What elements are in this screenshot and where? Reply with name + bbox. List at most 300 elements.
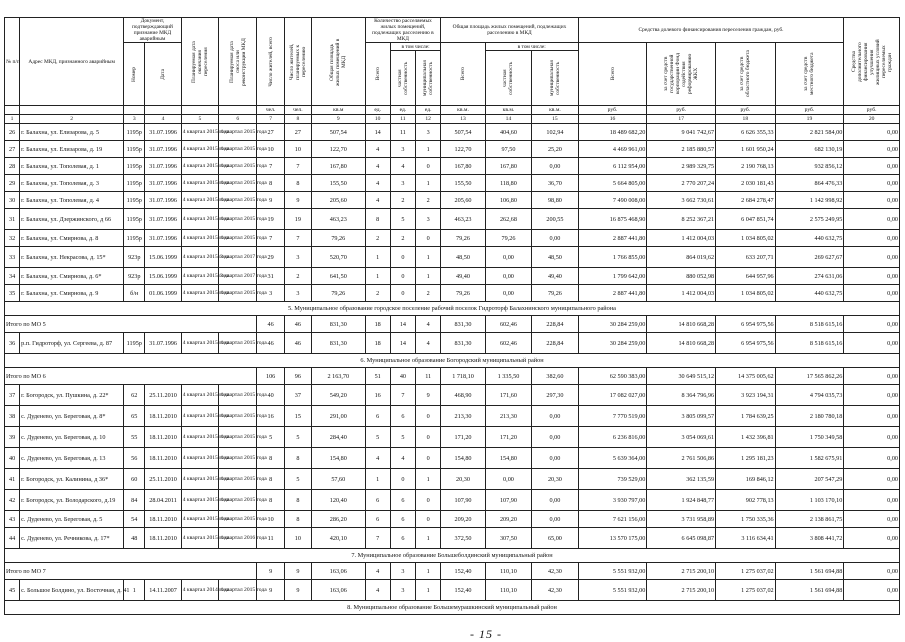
- table-cell: 79,26: [312, 230, 366, 247]
- table-cell: 2 684 278,47: [716, 192, 776, 209]
- total-cell: 1 275 037,02: [716, 563, 776, 580]
- table-cell: 0,00: [532, 406, 578, 427]
- total-cell: 110,10: [485, 563, 531, 580]
- table-cell: 3 805 099,57: [647, 406, 716, 427]
- column-number-row-cell: 12: [416, 115, 441, 124]
- table-cell: 8 364 796,96: [647, 385, 716, 406]
- table-cell: 7: [257, 158, 284, 175]
- table-cell: 362 135,59: [647, 469, 716, 490]
- table-cell: 30: [5, 192, 20, 209]
- table-cell: 1 924 848,77: [647, 490, 716, 511]
- table-cell: 1195р: [124, 333, 145, 354]
- table-cell: 4: [416, 333, 441, 354]
- table-cell: 3: [390, 580, 415, 601]
- table-cell: 2: [284, 268, 311, 285]
- table-cell: 549,20: [312, 385, 366, 406]
- table-cell: 7 490 008,00: [578, 192, 647, 209]
- table-cell: 6 047 851,74: [716, 209, 776, 230]
- column-number-row-cell: 8: [284, 115, 311, 124]
- column-number-row-cell: 3: [124, 115, 145, 124]
- units-row-cell: [181, 106, 218, 115]
- table-cell: 0,00: [532, 511, 578, 528]
- table-cell: 1 295 181,23: [716, 448, 776, 469]
- header-document: Документ, подтверждающий признание МКД аварийным: [124, 18, 182, 43]
- column-number-row-cell: 20: [844, 115, 900, 124]
- table-cell: 3 квартал 2017 года: [219, 268, 257, 285]
- table-cell: г. Богородск, ул. Калинина, д 36*: [20, 469, 124, 490]
- table-cell: 4 квартал 2015 года: [219, 333, 257, 354]
- table-cell: 18.11.2010: [145, 448, 181, 469]
- table-cell: 3: [416, 209, 441, 230]
- total-cell: 228,84: [532, 316, 578, 333]
- table-cell: 4 квартал 2015 года: [181, 385, 218, 406]
- table-cell: 31.07.1996: [145, 175, 181, 192]
- table-cell: 5: [284, 469, 311, 490]
- section-header: [5, 354, 900, 368]
- table-cell: г. Балахна, ул. Смирнова, д. 8: [20, 230, 124, 247]
- header-area-municipal: муниципальная собственность: [532, 51, 578, 106]
- table-cell: 8: [257, 175, 284, 192]
- table-cell: 37: [5, 385, 20, 406]
- table-cell: 29: [5, 175, 20, 192]
- table-cell: 41: [5, 469, 20, 490]
- total-cell: 62 590 383,00: [578, 368, 647, 385]
- table-cell: 79,26: [441, 230, 485, 247]
- column-number-row-cell: 19: [775, 115, 844, 124]
- table-cell: 0: [416, 448, 441, 469]
- table-cell: 6: [390, 528, 415, 549]
- table-cell: 79,26: [485, 230, 531, 247]
- table-cell: 17 082 027,00: [578, 385, 647, 406]
- table-cell: 9: [257, 192, 284, 209]
- table-cell: 167,80: [312, 158, 366, 175]
- header-planned-demolish: Планируемая дата сноса или реконструкции МКД: [219, 18, 257, 106]
- table-cell: 14.11.2007: [145, 580, 181, 601]
- table-cell: 0,00: [844, 469, 900, 490]
- table-cell: 6: [390, 490, 415, 511]
- table-cell: 923р: [124, 268, 145, 285]
- table-cell: 0,00: [485, 285, 531, 302]
- table-cell: 2: [365, 285, 390, 302]
- total-cell: 6 954 975,56: [716, 316, 776, 333]
- table-cell: 8: [257, 490, 284, 511]
- total-cell: 40: [390, 368, 415, 385]
- table-cell: 0,00: [844, 427, 900, 448]
- table-cell: 3: [390, 141, 415, 158]
- table-cell: 0,00: [844, 175, 900, 192]
- section-total-row: [5, 563, 900, 580]
- table-cell: 154,80: [485, 448, 531, 469]
- total-cell: 1 335,50: [485, 368, 531, 385]
- units-row-cell: кв.м.: [532, 106, 578, 115]
- section-header: [5, 601, 900, 615]
- table-cell: 520,70: [312, 247, 366, 268]
- table-cell: р.п. Гидроторф, ул. Сергеева, д. 87: [20, 333, 124, 354]
- table-cell: с. Большое Болдино, ул. Восточная, д. 41: [20, 580, 124, 601]
- table-cell: 831,30: [312, 333, 366, 354]
- table-cell: 0,00: [844, 124, 900, 141]
- table-cell: 171,20: [441, 427, 485, 448]
- table-cell: 8: [284, 490, 311, 511]
- table-cell: 4 квартал 2015 года: [219, 124, 257, 141]
- table-cell: 4 794 035,73: [775, 385, 844, 406]
- units-row: [5, 106, 900, 115]
- table-cell: 28: [5, 158, 20, 175]
- total-cell: 51: [365, 368, 390, 385]
- table-cell: 307,50: [485, 528, 531, 549]
- table-cell: 0: [390, 247, 415, 268]
- header-fund-local: за счет средств местного бюджета: [775, 43, 844, 106]
- table-cell: 1 275 037,02: [716, 580, 776, 601]
- table-cell: 40: [257, 385, 284, 406]
- table-row: [5, 141, 900, 158]
- column-number-row-cell: 13: [441, 115, 485, 124]
- table-cell: 205,60: [441, 192, 485, 209]
- units-row-cell: [145, 106, 181, 115]
- table-cell: с. Дуденево, ул. Береговая, д. 5: [20, 511, 124, 528]
- table-cell: 3 808 441,72: [775, 528, 844, 549]
- table-cell: 18.11.2010: [145, 406, 181, 427]
- table-cell: 6 954 975,56: [716, 333, 776, 354]
- header-count-municipal: муниципальная собственность: [416, 51, 441, 106]
- table-cell: 0,00: [844, 230, 900, 247]
- total-cell: 9: [257, 563, 284, 580]
- table-cell: 864 476,33: [775, 175, 844, 192]
- column-number-row-cell: 6: [219, 115, 257, 124]
- table-cell: 1 750 349,58: [775, 427, 844, 448]
- table-cell: 932 856,12: [775, 158, 844, 175]
- table-cell: 0: [416, 427, 441, 448]
- table-cell: 38: [5, 406, 20, 427]
- table-cell: 2 715 200,10: [647, 580, 716, 601]
- table-cell: 274 631,06: [775, 268, 844, 285]
- table-cell: 0,00: [844, 158, 900, 175]
- table-cell: 1 766 855,00: [578, 247, 647, 268]
- table-cell: 48: [124, 528, 145, 549]
- table-cell: 31.07.1996: [145, 333, 181, 354]
- table-cell: 4 квартал 2015 года: [219, 158, 257, 175]
- table-cell: 1195р: [124, 158, 145, 175]
- table-cell: 29: [257, 247, 284, 268]
- units-row-cell: кв.м.: [441, 106, 485, 115]
- table-cell: 4: [365, 175, 390, 192]
- table-cell: 1 103 170,10: [775, 490, 844, 511]
- header-num: № п/п: [5, 18, 20, 106]
- table-cell: 1 601 950,24: [716, 141, 776, 158]
- table-cell: 33: [5, 247, 20, 268]
- header-area-private: частная собственность: [485, 51, 531, 106]
- table-cell: 6: [365, 490, 390, 511]
- total-cell: 4: [365, 563, 390, 580]
- table-cell: 0,00: [844, 268, 900, 285]
- total-label: Итого по МО 6: [5, 368, 257, 385]
- table-cell: 4 квартал 2015 года: [219, 427, 257, 448]
- table-cell: 6: [390, 406, 415, 427]
- header-planned-end: Планируемая дата окончания переселения: [181, 18, 218, 106]
- table-cell: 213,30: [441, 406, 485, 427]
- table-cell: 27: [257, 124, 284, 141]
- table-cell: 2 185 880,57: [647, 141, 716, 158]
- total-cell: 3: [390, 563, 415, 580]
- table-cell: 7: [284, 158, 311, 175]
- total-cell: 8 518 615,16: [775, 316, 844, 333]
- table-cell: 65: [124, 406, 145, 427]
- table-cell: г. Балахна, ул. Тополевая, д. 3: [20, 175, 124, 192]
- table-cell: 7: [257, 230, 284, 247]
- table-cell: 4 квартал 2015 года: [181, 511, 218, 528]
- table-row: [5, 490, 900, 511]
- table-cell: 31.07.1996: [145, 141, 181, 158]
- table-row: [5, 124, 900, 141]
- table-cell: 154,80: [441, 448, 485, 469]
- table-cell: 1195р: [124, 175, 145, 192]
- table-cell: 0,00: [844, 580, 900, 601]
- table-cell: 42,30: [532, 580, 578, 601]
- table-cell: 0,00: [485, 247, 531, 268]
- table-cell: 16: [257, 406, 284, 427]
- table-cell: 5 551 932,00: [578, 580, 647, 601]
- table-cell: 8 518 615,16: [775, 333, 844, 354]
- table-cell: 2 761 506,86: [647, 448, 716, 469]
- total-cell: 0,00: [844, 368, 900, 385]
- table-cell: 4 квартал 2015 года: [219, 192, 257, 209]
- table-cell: 1 432 396,81: [716, 427, 776, 448]
- units-row-cell: [124, 106, 145, 115]
- table-cell: 0,00: [844, 490, 900, 511]
- table-cell: 0,00: [844, 406, 900, 427]
- table-cell: 0,00: [532, 230, 578, 247]
- total-cell: 1 718,10: [441, 368, 485, 385]
- table-cell: 8: [284, 448, 311, 469]
- table-cell: с. Дуденево, ул. Береговая, д. 13: [20, 448, 124, 469]
- table-cell: 18.11.2010: [145, 427, 181, 448]
- table-cell: 0,00: [532, 490, 578, 511]
- table-cell: 4 469 961,00: [578, 141, 647, 158]
- table-cell: 4: [390, 158, 415, 175]
- table-cell: 107,90: [485, 490, 531, 511]
- table-cell: г. Богородск, ул. Пушкина, д. 22*: [20, 385, 124, 406]
- column-number-row-cell: 4: [145, 115, 181, 124]
- table-cell: 27: [284, 124, 311, 141]
- total-cell: 106: [257, 368, 284, 385]
- table-cell: с. Дуденево, ул. Береговая, д. 8*: [20, 406, 124, 427]
- section-header-title: 7. Муниципальное образование Большеболдинский муниципальный район: [5, 549, 900, 563]
- table-cell: 0,00: [844, 448, 900, 469]
- table-cell: 1 142 998,92: [775, 192, 844, 209]
- header-doc-date: Дата: [145, 43, 181, 106]
- total-cell: 14: [390, 316, 415, 333]
- column-number-row-cell: 11: [390, 115, 415, 124]
- table-row: [5, 158, 900, 175]
- table-cell: 205,60: [312, 192, 366, 209]
- total-cell: 0,00: [844, 563, 900, 580]
- table-cell: 62: [124, 385, 145, 406]
- table-cell: 2 770 207,24: [647, 175, 716, 192]
- table-cell: 34: [5, 268, 20, 285]
- table-row: [5, 448, 900, 469]
- table-cell: 1 799 642,00: [578, 268, 647, 285]
- table-cell: 25.11.2010: [145, 469, 181, 490]
- total-label: Итого по МО 5: [5, 316, 257, 333]
- total-cell: 46: [284, 316, 311, 333]
- table-cell: 35: [5, 285, 20, 302]
- table-cell: 122,70: [312, 141, 366, 158]
- table-cell: 2 138 861,75: [775, 511, 844, 528]
- table-row: [5, 385, 900, 406]
- column-number-row-cell: 17: [647, 115, 716, 124]
- units-row-cell: [219, 106, 257, 115]
- header-additional: Средства дополнительного финансирования улучшения жилищных условий переселяемых граждан: [844, 18, 900, 106]
- header-area-total: Всего: [441, 43, 485, 106]
- table-cell: 4 квартал 2015 года: [181, 528, 218, 549]
- table-cell: 297,30: [532, 385, 578, 406]
- table-cell: 26: [5, 124, 20, 141]
- table-row: [5, 511, 900, 528]
- table-cell: 48,50: [441, 247, 485, 268]
- table-cell: 31: [5, 209, 20, 230]
- table-cell: 6 626 355,33: [716, 124, 776, 141]
- table-cell: 20,30: [441, 469, 485, 490]
- units-row-cell: [5, 106, 20, 115]
- table-cell: 0: [416, 406, 441, 427]
- units-row-cell: руб.: [844, 106, 900, 115]
- table-cell: 468,90: [441, 385, 485, 406]
- table-cell: 902 778,13: [716, 490, 776, 511]
- header-area-group: Общая площадь жилых помещений, подлежащих расселению в МКД: [441, 18, 578, 43]
- total-cell: 11: [416, 368, 441, 385]
- table-cell: 10: [257, 511, 284, 528]
- table-cell: 4 квартал 2015 года: [219, 209, 257, 230]
- table-cell: г. Балахна, ул. Елизарова, д. 5: [20, 124, 124, 141]
- table-row: [5, 580, 900, 601]
- table-cell: 262,68: [485, 209, 531, 230]
- table-cell: 3 923 194,31: [716, 385, 776, 406]
- table-cell: 1: [365, 247, 390, 268]
- table-cell: 6: [365, 406, 390, 427]
- table-cell: 84: [124, 490, 145, 511]
- table-cell: 14 810 668,28: [647, 333, 716, 354]
- table-cell: 4 квартал 2015 года: [181, 285, 218, 302]
- table-cell: 49,40: [532, 268, 578, 285]
- table-cell: 0,00: [844, 192, 900, 209]
- table-cell: 4 квартал 2015 года: [181, 192, 218, 209]
- table-cell: 644 957,96: [716, 268, 776, 285]
- table-cell: 13 570 175,00: [578, 528, 647, 549]
- table-cell: 31.07.1996: [145, 158, 181, 175]
- table-cell: 4 квартал 2015 года: [181, 427, 218, 448]
- table-cell: 2: [390, 230, 415, 247]
- column-number-row: [5, 115, 900, 124]
- table-cell: 1: [365, 268, 390, 285]
- table-cell: 2: [390, 192, 415, 209]
- table-cell: 18 489 682,20: [578, 124, 647, 141]
- table-cell: 404,60: [485, 124, 531, 141]
- table-cell: 6 112 954,00: [578, 158, 647, 175]
- header-funds-total: Всего: [578, 43, 647, 106]
- table-cell: 4 квартал 2015 года: [181, 448, 218, 469]
- total-cell: 152,40: [441, 563, 485, 580]
- header-funds-group: Средства долевого финансирования переселения граждан, руб.: [578, 18, 844, 43]
- table-cell: 154,80: [312, 448, 366, 469]
- table-cell: 79,26: [312, 285, 366, 302]
- table-cell: 633 207,71: [716, 247, 776, 268]
- table-row: [5, 469, 900, 490]
- table-cell: 4: [365, 580, 390, 601]
- table-cell: 4: [390, 448, 415, 469]
- total-cell: 14 375 005,62: [716, 368, 776, 385]
- table-cell: 2 989 329,75: [647, 158, 716, 175]
- table-cell: 167,80: [441, 158, 485, 175]
- register-sheet: [4, 17, 900, 615]
- table-cell: 36: [5, 333, 20, 354]
- table-cell: 60: [124, 469, 145, 490]
- table-cell: 4 квартал 2015 года: [219, 469, 257, 490]
- table-cell: 0,00: [532, 158, 578, 175]
- table-cell: 106,80: [485, 192, 531, 209]
- table-cell: 1195р: [124, 124, 145, 141]
- table-cell: 31: [257, 268, 284, 285]
- section-header-title: 8. Муниципальное образование Большемурашкинский муниципальный район: [5, 601, 900, 615]
- column-number-row-cell: 15: [532, 115, 578, 124]
- table-cell: 171,60: [485, 385, 531, 406]
- table-cell: 4 квартал 2015 года: [219, 141, 257, 158]
- total-cell: 831,30: [441, 316, 485, 333]
- table-cell: 3 662 730,61: [647, 192, 716, 209]
- table-cell: 5 639 364,00: [578, 448, 647, 469]
- table-cell: 0: [390, 268, 415, 285]
- header-area-incl: в том числе:: [485, 43, 578, 51]
- table-cell: 7: [390, 385, 415, 406]
- table-cell: 5 664 805,00: [578, 175, 647, 192]
- table-cell: 27: [5, 141, 20, 158]
- section-header: [5, 549, 900, 563]
- table-cell: 2: [365, 230, 390, 247]
- total-cell: 163,06: [312, 563, 366, 580]
- table-cell: 36,70: [532, 175, 578, 192]
- table-cell: 0: [416, 511, 441, 528]
- total-cell: 9: [284, 563, 311, 580]
- resettlement-table: [4, 17, 900, 615]
- table-cell: 4 квартал 2015 года: [181, 175, 218, 192]
- table-cell: 6: [390, 511, 415, 528]
- table-cell: 291,00: [312, 406, 366, 427]
- table-cell: 286,20: [312, 511, 366, 528]
- table-cell: 49,40: [441, 268, 485, 285]
- table-cell: 46: [257, 333, 284, 354]
- total-cell: 42,30: [532, 563, 578, 580]
- table-cell: 40: [5, 448, 20, 469]
- table-cell: 1195р: [124, 141, 145, 158]
- column-number-row-cell: 10: [365, 115, 390, 124]
- table-cell: 5: [284, 427, 311, 448]
- table-cell: 97,50: [485, 141, 531, 158]
- table-cell: 9: [257, 580, 284, 601]
- column-number-row-cell: 1: [5, 115, 20, 124]
- table-cell: 98,80: [532, 192, 578, 209]
- table-cell: 4 квартал 2015 года: [181, 268, 218, 285]
- total-cell: 831,30: [312, 316, 366, 333]
- table-cell: 5: [390, 209, 415, 230]
- table-cell: 420,10: [312, 528, 366, 549]
- table-cell: 120,40: [312, 490, 366, 511]
- table-cell: 1 034 805,02: [716, 285, 776, 302]
- table-cell: 207 547,29: [775, 469, 844, 490]
- table-cell: 31.07.1996: [145, 230, 181, 247]
- table-cell: 167,80: [485, 158, 531, 175]
- table-cell: 4 квартал 2015 года: [181, 158, 218, 175]
- table-cell: 5: [390, 427, 415, 448]
- table-cell: 864 019,62: [647, 247, 716, 268]
